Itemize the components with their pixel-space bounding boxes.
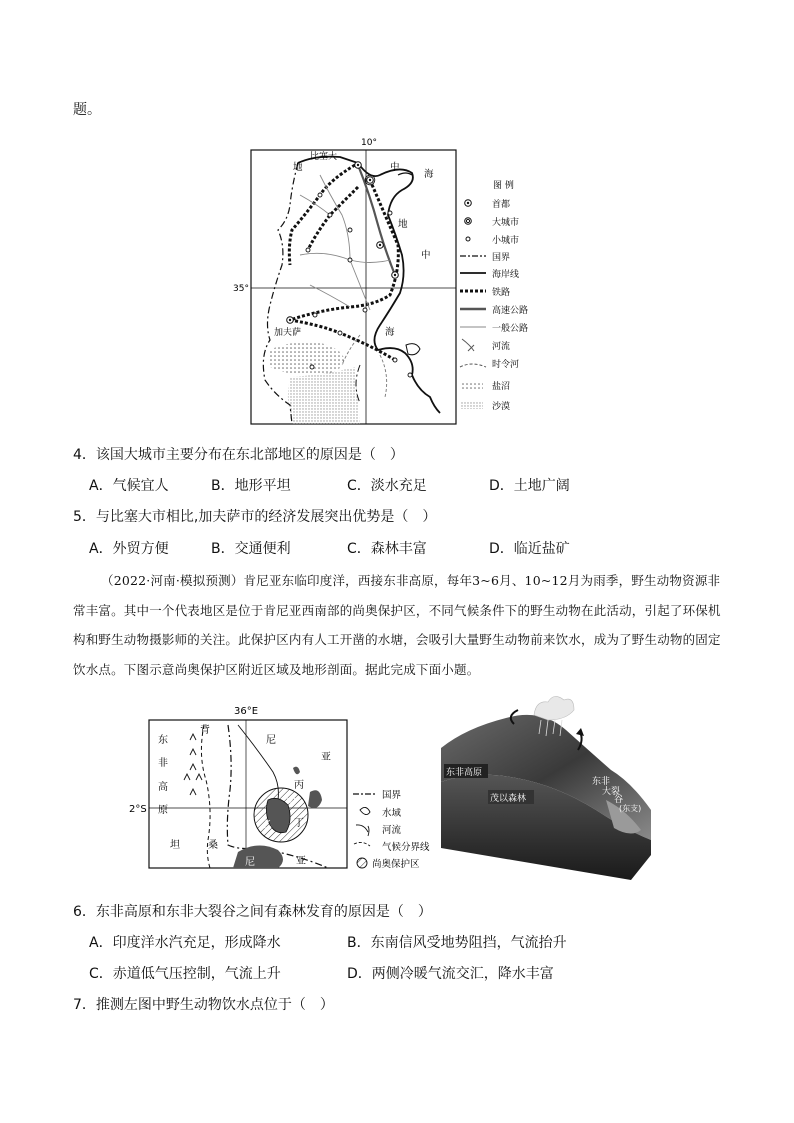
legend-big-city: 大城市: [492, 218, 520, 228]
label-di-left: 地: [293, 162, 303, 173]
label-bing: 丙: [294, 780, 304, 791]
q5-option-a[interactable]: A．外贸方便: [89, 541, 169, 557]
label-zhong-right: 中: [421, 250, 431, 261]
legend-small-city: 小城市: [492, 236, 520, 246]
q5-option-d[interactable]: D．临近盐矿: [489, 541, 570, 557]
label-ya-bottom: 亚: [296, 856, 306, 867]
legend2-water: 水域: [382, 808, 402, 819]
legend-border: 国界: [492, 253, 511, 263]
label-yi: 乙: [262, 820, 272, 831]
legend2-river: 河流: [382, 825, 402, 836]
q7-stem: 7．推测左图中野生动物饮水点位于（ ）: [73, 997, 334, 1013]
cloud: [534, 696, 574, 720]
map2-lon-label: 36°E: [234, 706, 259, 717]
legend-seasonal-river: 时令河: [492, 360, 520, 370]
legend2-reserve: 尚奥保护区: [372, 859, 420, 870]
label-yuan: 原: [158, 805, 168, 816]
intro-tail: 题。: [73, 102, 101, 118]
profile-rift-3: 谷: [614, 795, 624, 805]
label-hai-bottom: 海: [385, 327, 395, 338]
legend-river: 河流: [492, 342, 511, 352]
map2-legend: [353, 790, 430, 870]
q4-option-b[interactable]: B．地形平坦: [211, 478, 291, 494]
label-ni-top: 尼: [266, 735, 276, 746]
q4-option-c[interactable]: C．淡水充足: [347, 478, 427, 494]
legend2-climate-boundary: 气候分界线: [382, 842, 430, 853]
profile-plateau: 东非高原: [446, 768, 483, 778]
legend-capital: 首都: [492, 200, 511, 210]
q4-option-d[interactable]: D．土地广阔: [489, 478, 570, 494]
profile-rift-1: 东非: [592, 777, 611, 787]
label-zhong-top: 中: [390, 162, 400, 173]
label-di-right: 地: [398, 219, 408, 230]
legend-salt-marsh: 盐沼: [492, 382, 511, 392]
q4-option-a[interactable]: A．气候宜人: [89, 478, 169, 494]
label-ni-bottom: 尼: [245, 857, 255, 868]
lon-label: 10°: [361, 138, 377, 148]
reading-passage: （2022·河南·模拟预测）肯尼亚东临印度洋，西接东非高原，每年3~6月、10~12月为雨季，野生动物资源非常丰富。其中一个代表地区是位于肯尼亚西南部的尚奥保护区，不同气候条件下的野生动物在此活动，引起了环保机构和野生动物摄影师的关注。此保护区内有人工开凿的水塘，会吸引大量野生动物前来饮水，成为了野生动物的固定饮水点。下图示意尚奥保护区附近区域及地形剖面。据此完成下面小题。: [73, 573, 721, 677]
label-hai-top: 海: [424, 169, 434, 180]
map2-lat-label: 2°S: [129, 804, 147, 815]
label-sang: 桑: [208, 840, 218, 851]
q6-option-c[interactable]: C．赤道低气压控制，气流上升: [89, 966, 281, 982]
q6-option-a[interactable]: A．印度洋水汽充足，形成降水: [89, 935, 281, 951]
label-fei: 非: [158, 758, 168, 769]
q6-option-d[interactable]: D．两侧冷暖气流交汇，降水丰富: [347, 966, 554, 982]
legend-railway: 铁路: [492, 288, 511, 298]
label-gafsa: 加夫萨: [274, 328, 302, 338]
legend-highway: 高速公路: [492, 306, 529, 316]
label-bei: 背: [200, 725, 210, 736]
profile-forest: 茂以森林: [490, 794, 527, 804]
label-jia: 甲: [286, 798, 296, 809]
terrain-profile: [436, 690, 656, 885]
q5-option-b[interactable]: B．交通便利: [211, 541, 291, 557]
map1-legend: [460, 179, 528, 412]
kenya-map: [129, 700, 438, 872]
legend-desert: 沙漠: [492, 402, 511, 412]
label-dong: 东: [158, 735, 168, 746]
label-ya-top: 亚: [321, 752, 331, 763]
label-bizerte: 比塞大: [310, 152, 338, 162]
label-gao: 高: [158, 782, 168, 793]
q5-stem: 5．与比塞大市相比,加夫萨市的经济发展突出优势是（ ）: [73, 509, 437, 525]
q6-option-b[interactable]: B．东南信风受地势阻挡，气流抬升: [347, 935, 567, 951]
legend2-border: 国界: [382, 790, 402, 801]
q5-option-c[interactable]: C．森林丰富: [347, 541, 427, 557]
legend-coastline: 海岸线: [492, 270, 520, 280]
legend-road: 一般公路: [492, 324, 529, 334]
q6-stem: 6．东非高原和东非大裂谷之间有森林发育的原因是（ ）: [73, 904, 432, 920]
tunisia-map: [230, 135, 550, 427]
profile-rift-4: (东支): [619, 804, 642, 813]
q4-stem: 4．该国大城市主要分布在东北部地区的原因是（ ）: [73, 447, 404, 463]
label-tan: 坦: [170, 840, 180, 851]
lat-label: 35°: [233, 284, 249, 294]
label-ding: 丁: [294, 818, 304, 829]
legend-title: 图 例: [493, 181, 514, 191]
profile-rift-2: 大裂: [602, 787, 621, 797]
